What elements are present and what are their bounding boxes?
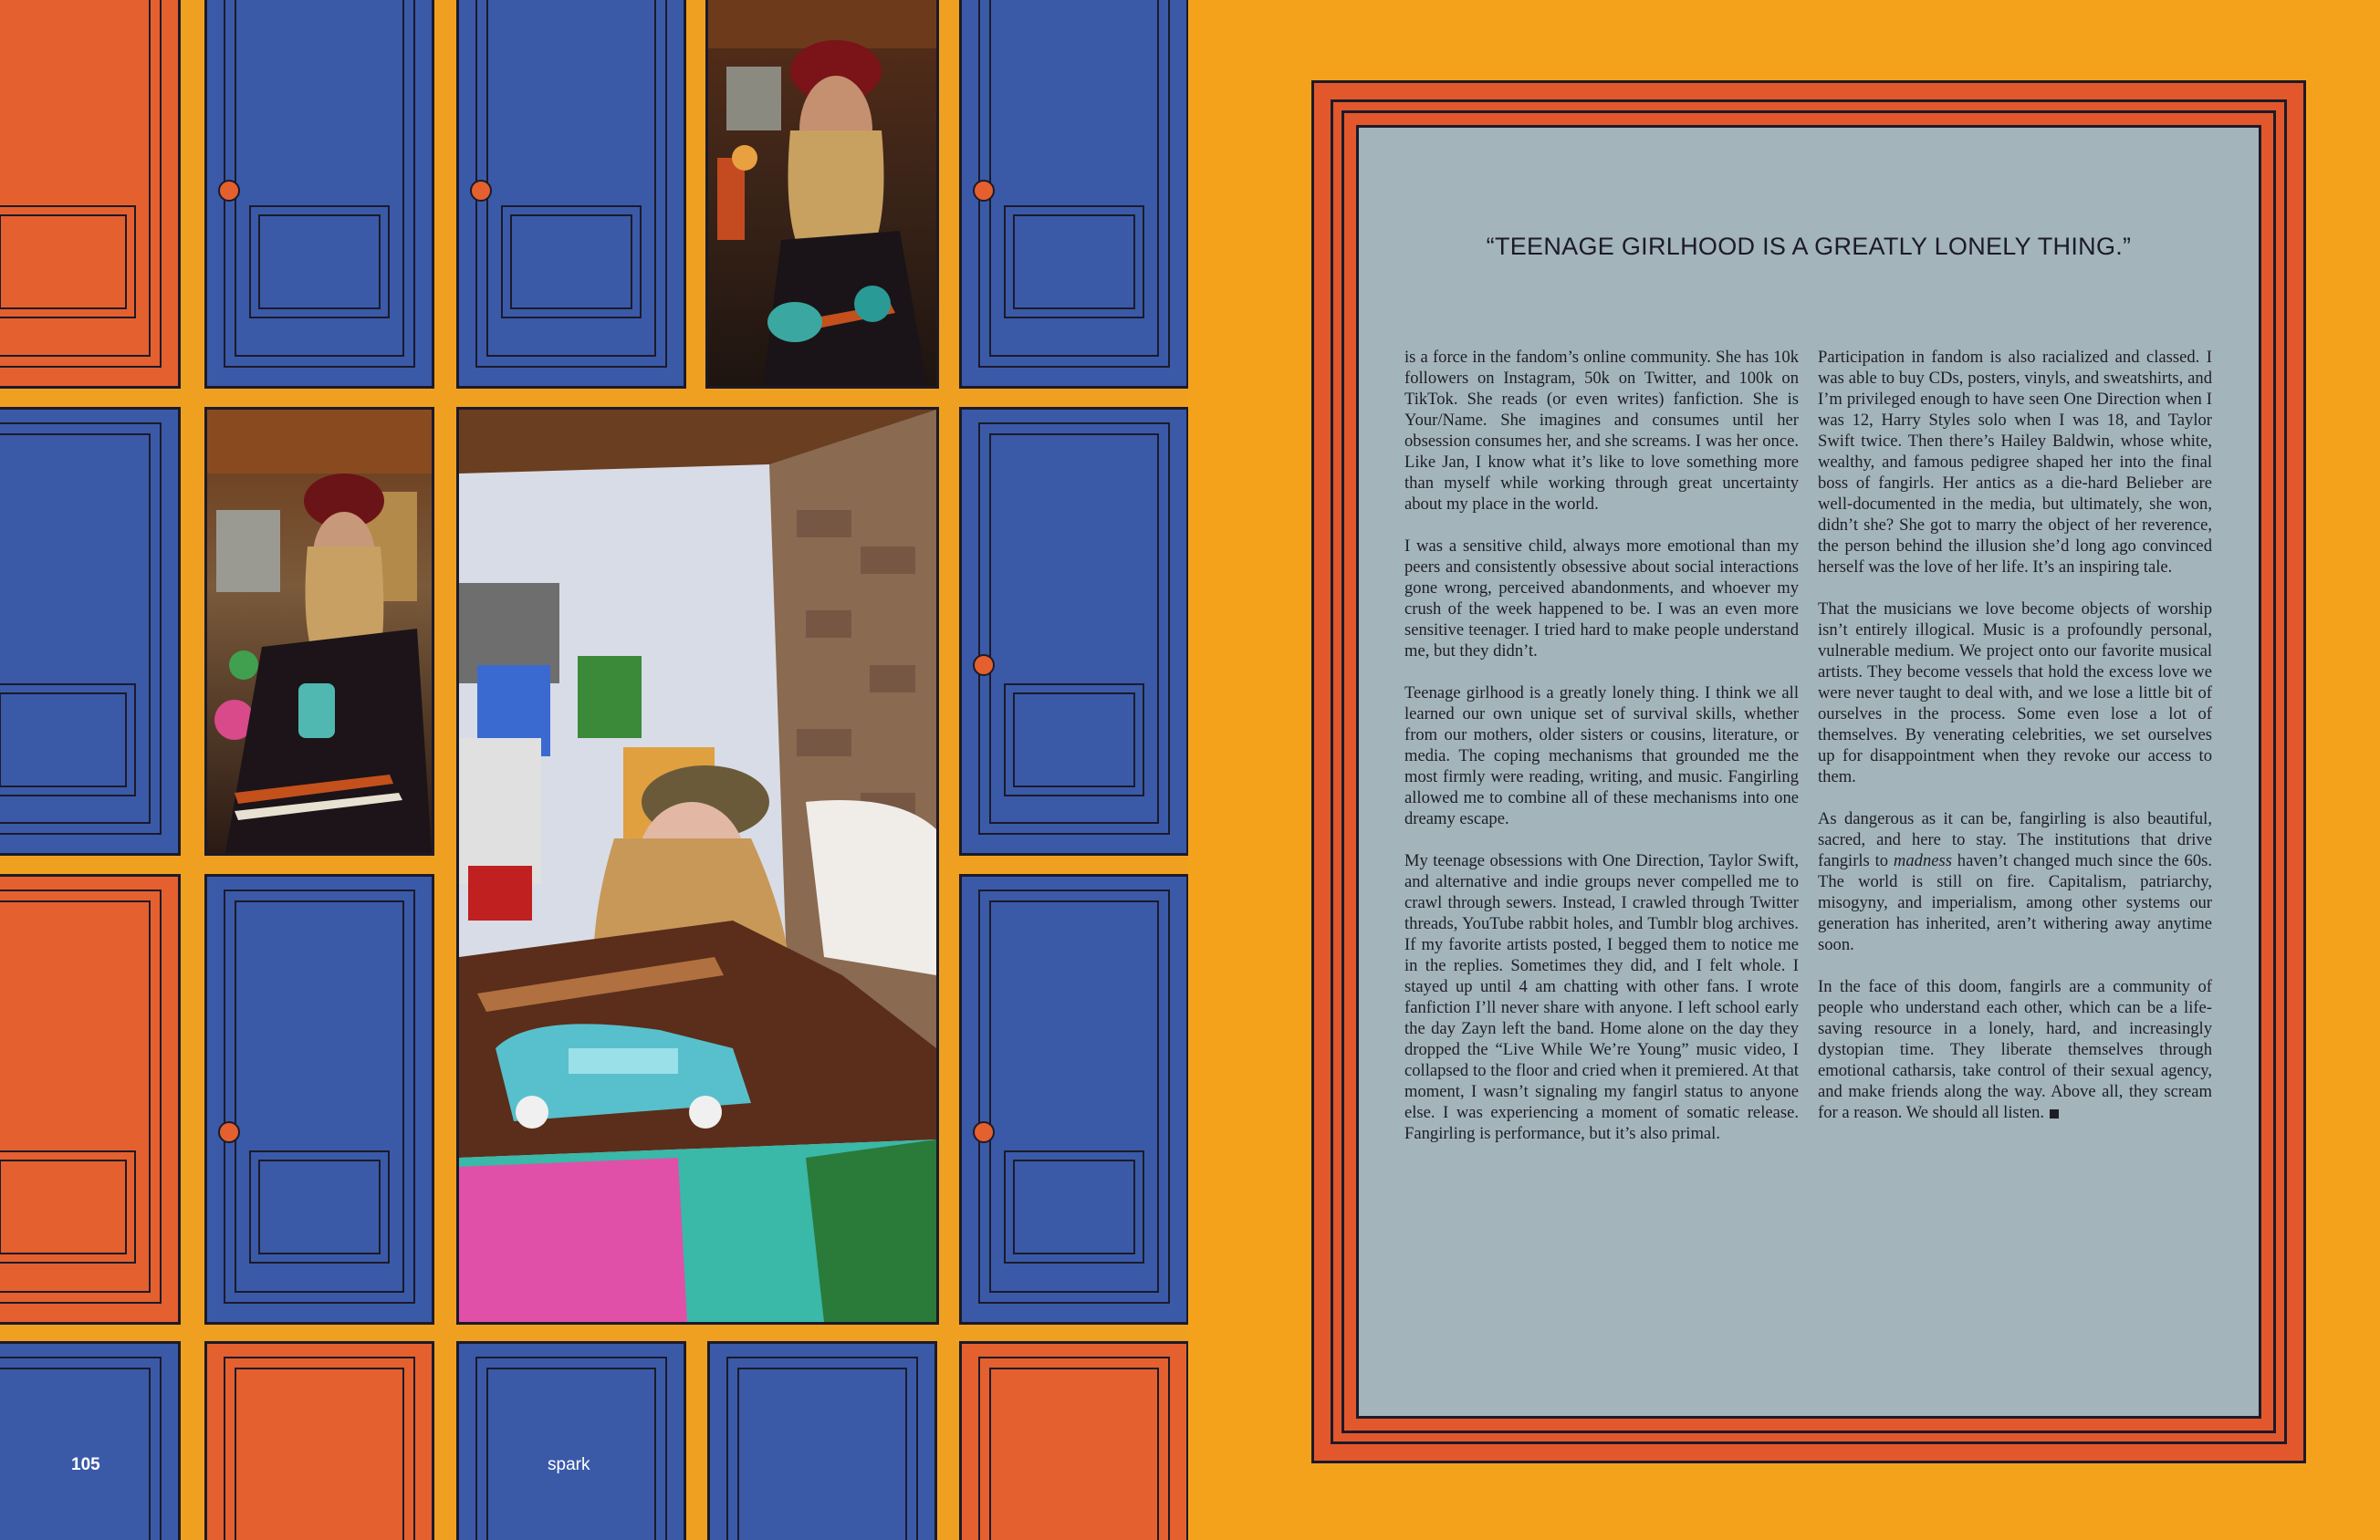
end-mark-icon xyxy=(2050,1109,2059,1119)
article-column-left xyxy=(1404,347,1799,1165)
photo-fur-hat-with-phone xyxy=(705,0,939,389)
paragraph: Participation in fandom is also racialized and classed. I was able to buy CDs, posters, vinyls, and sweatshirts, and I’m privileged enough to have seen One Direction when I was 12, Harry Styles solo when I was 18, and Taylor Swift twice. Then there’s Hailey Baldwin, whose white, wealthy, and famous pedigree shaped her into the final boss of fangirls. Her antics as a die-hard Belieber are well-documented in the media, but ultimately, she won, didn’t she? She got to marry the object of her reverence, the person behind the illusion she’d long ago convinced herself was the love of her life. It’s an inspiring tale. xyxy=(1818,348,2212,577)
door-tile xyxy=(456,0,686,389)
article-frame xyxy=(1311,80,2306,1463)
paragraph: As dangerous as it can be, fangirling is also beautiful, sacred, and here to stay. The institutions that drive fangirls to madness haven’t changed much since the 60s. The world is still on fire. Capitalism, patriarchy, misogyny, and imperialism, among other systems our generation has inherited, aren’t withering away anytime soon. xyxy=(1818,809,2212,954)
door-tile xyxy=(0,407,181,856)
door-tile xyxy=(204,874,434,1325)
emphasis: madness xyxy=(1893,851,1952,870)
photo-lying-with-toy-car xyxy=(456,407,939,1325)
door-tile xyxy=(456,1341,686,1540)
paragraph: is a force in the fandom’s online community. She has 10k followers on Instagram, 50k on Twitter, and 100k on TikTok. She reads (or even writes) fanfiction. She is Your/Name. She imagines and consumes until her obsession consumes her, and she screams. I was her once. Like Jan, I know what it’s like to love something more than myself while working through great uncertainty about my place in the world. xyxy=(1404,348,1799,514)
door-tile xyxy=(0,1341,181,1540)
page-number: 105 xyxy=(71,1455,100,1474)
door-tile xyxy=(707,1341,937,1540)
paragraph: My teenage obsessions with One Direction, Taylor Swift, and alternative and indie groups never compelled me to crawl through sewers. Instead, I crawled through Twitter threads, YouTube rabbit holes, and Tumblr blog archives. If my favorite artists posted, I begged them to notice me in the replies. Sometimes they did, and I felt whole. I stayed up until 4 am chatting with other fans. I wrote fanfiction I’ll never share with anyone. I left school early the day Zayn left the band. Home alone on the day they dropped the “Live While We’re Young” music video, I collapsed to the floor and cried when it premiered. At that moment, I wasn’t signaling my fangirl status to anyone else. I was experiencing a moment of somatic release. Fangirling is performance, but it’s also primal. xyxy=(1404,851,1799,1143)
left-page-collage xyxy=(0,0,1188,1540)
door-tile xyxy=(959,874,1188,1325)
door-tile xyxy=(959,0,1188,389)
door-tile xyxy=(0,0,181,389)
paragraph: That the musicians we love become objects of worship isn’t entirely illogical. Music is a profoundly personal, vulnerable medium. We project onto our favorite musical artists. They become vessels that hold the excess love we were never taught to deal with, and we lose a little bit of ourselves in the process. Some even lose a lot of themselves. By venerating celebrities, we set ourselves up for disappointment when they revoke our access to them. xyxy=(1818,599,2212,786)
door-tile xyxy=(959,1341,1188,1540)
door-tile xyxy=(959,407,1188,856)
door-tile xyxy=(0,874,181,1325)
section-name: spark xyxy=(548,1455,590,1474)
article-panel xyxy=(1356,125,2261,1419)
door-tile xyxy=(204,1341,434,1540)
door-tile xyxy=(204,0,434,389)
paragraph: In the face of this doom, fangirls are a community of people who understand each other, which can be a life-saving resource in a lonely, hard, and increasingly dystopian time. They liberate themselves through emotional catharsis, take control of their sexual agency, and make friends along the way. Above all, they scream for a reason. We should all listen. xyxy=(1818,977,2212,1122)
photo-fur-hat-in-room xyxy=(204,407,434,856)
paragraph: I was a sensitive child, always more emotional than my peers and consistently obsessive about social interactions gone wrong, perceived abandonments, and whoever my crush of the week happened to be. I was an even more sensitive teenager. I tried hard to make people understand me, but they didn’t. xyxy=(1404,536,1799,661)
paragraph: Teenage girlhood is a greatly lonely thing. I think we all learned our own unique set of survival skills, whether from our mothers, older sisters or cousins, literature, or media. The coping mechanisms that grounded me the most firmly were reading, writing, and music. Fangirling allowed me to combine all of these mechanisms into one dreamy escape. xyxy=(1404,683,1799,828)
pull-quote: “TEENAGE GIRLHOOD IS A GREATLY LONELY THING.” xyxy=(1486,233,2132,260)
article-column-right xyxy=(1818,347,2212,1144)
